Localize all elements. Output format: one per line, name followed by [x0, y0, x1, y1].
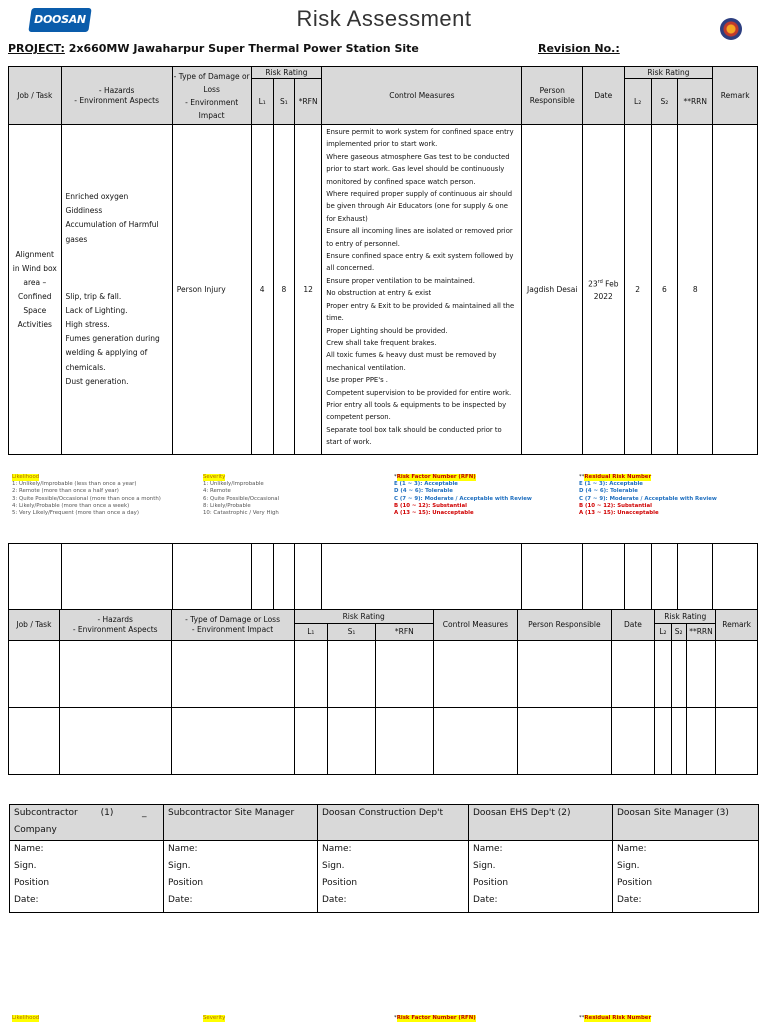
signoff-fields: [469, 841, 613, 913]
col-l2: L₂: [624, 79, 651, 125]
legend-item: C (7 ~ 9): Moderate / Acceptable with Review: [579, 495, 717, 502]
legend-item: A (13 ~ 15): Unacceptable: [394, 510, 474, 517]
footer-likelihood: [12, 1015, 39, 1022]
signoff-fields: [613, 841, 759, 913]
footer-rrn: [579, 1015, 651, 1022]
date-day: 23: [588, 279, 598, 289]
position-field-label: Position: [617, 878, 653, 888]
col-job-task: Job / Task: [9, 67, 62, 125]
col-s2: S₂: [651, 79, 677, 125]
col-rrn: **RRN: [686, 624, 715, 641]
cell-control-measures: Ensure permit to work system for confined space entry implemented prior to start work. Where gaseous atmosphere Gas test to be conducted prior to start work. Gas level should be continuously monitored by confined space watch person. Where required proper supply of continuous air should be given through Air Educators (one for supply & one for Exhaust) Ensure all incoming lines are isolated or removed prior to entry of personnel. Ensure confined space entry & exit system followed by all concerned. Ensure proper ventilation to be maintained. No obstruction at entry & exist Proper entry & Exit to be provided & maintained all the time. Proper Lighting should be provided. Crew shall take frequent brakes. All toxic fumes & heavy dust must be removed by mechanical ventilation. Use proper PPE's . Competent supervision to be provided for entire work. Prior entry all tools & equipments to be inspected by competent person. Separate tool box talk should be conducted prior to start of work.: [322, 125, 522, 455]
col-s1: S₁: [328, 624, 376, 641]
company-emblem-icon: [720, 18, 742, 40]
col-type-of-damage: - Type of Damage or Loss - Environment Impact: [171, 610, 294, 641]
col-hazards: - Hazards - Environment Aspects: [59, 610, 171, 641]
rfn-title: Risk Factor Number (RFN): [396, 474, 476, 480]
rrn-star: **: [579, 474, 585, 480]
table-row: [9, 125, 758, 455]
cell-rfn: 12: [295, 125, 322, 455]
col-risk-rating-2: Risk Rating: [624, 67, 713, 79]
revision-label: Revision No.:: [538, 42, 620, 55]
legend-item: D (4 ~ 6): Tolerable: [579, 488, 638, 495]
sign-field-label: Sign.: [617, 861, 640, 871]
likelihood-title: Likelihood: [12, 474, 40, 480]
name-field-label: Name:: [617, 844, 647, 854]
project-line: [8, 42, 419, 56]
date-field-label: Date:: [617, 895, 642, 905]
cell-hazards: Enriched oxygen Giddiness Accumulation of Harmful gases Slip, trip & fall. Lack of Lighting. High stress. Fumes generation during welding & applying of chemicals. Dust generation.: [61, 125, 172, 455]
col-l1: L₁: [251, 79, 273, 125]
col-s2: S₂: [671, 624, 686, 641]
col-risk-rating-2: Risk Rating: [655, 610, 716, 624]
legend-item: 8: Likely/Probable: [203, 502, 251, 509]
cell-l1: 4: [251, 125, 273, 455]
signoff-col-doosan-manager: Doosan Site Manager (3): [613, 805, 759, 841]
project-name: 2x660MW Jawaharpur Super Thermal Power Station Site: [68, 42, 419, 55]
rfn-star: *: [394, 474, 397, 480]
col-l1: L₁: [294, 624, 328, 641]
name-field-label: Name:: [473, 844, 503, 854]
col-hazards: - Hazards - Environment Aspects: [61, 67, 172, 125]
page-title: Risk Assessment: [296, 6, 472, 31]
signoff-fields: [10, 841, 164, 913]
legend-item: B (10 ~ 12): Substantial: [394, 502, 467, 509]
table-row: [9, 641, 758, 708]
footer-rrn-title: Residual Risk Number: [584, 1015, 652, 1021]
cell-remark: [713, 125, 758, 455]
legend-item: 1: Unlikely/Improbable (less than once a year): [12, 481, 137, 488]
position-field-label: Position: [322, 878, 358, 888]
legend-item: 1: Unlikely/Improbable: [203, 481, 264, 488]
col-type-of-damage: - Type of Damage or Loss - Environment Impact: [172, 67, 251, 125]
col-s1: S₁: [273, 79, 294, 125]
table-row: [9, 544, 758, 610]
footer-rfn: [394, 1015, 476, 1022]
legend-item: C (7 ~ 9): Moderate / Acceptable with Review: [394, 495, 532, 502]
rrn-legend: [579, 474, 759, 517]
footer-rfn-title: Risk Factor Number (RFN): [396, 1015, 476, 1021]
cell-person: Jagdish Desai: [522, 125, 583, 455]
col-date: Date: [611, 610, 655, 641]
date-rest: Feb 2022: [593, 279, 619, 302]
col-remark: Remark: [713, 67, 758, 125]
sign-field-label: Sign.: [14, 861, 37, 871]
name-field-label: Name:: [14, 844, 44, 854]
cell-s1: 8: [273, 125, 294, 455]
legend-item: 4: Likely/Probable (more than once a week): [12, 502, 130, 509]
legend-item: E (1 ~ 3): Acceptable: [394, 481, 458, 488]
date-field-label: Date:: [168, 895, 193, 905]
position-field-label: Position: [473, 878, 509, 888]
col-control-measures: Control Measures: [433, 610, 517, 641]
table-row: [9, 708, 758, 775]
logo-text: DOOSAN: [34, 13, 86, 26]
sign-field-label: Sign.: [322, 861, 345, 871]
signoff-col-site-manager: Subcontractor Site Manager: [164, 805, 318, 841]
date-field-label: Date:: [322, 895, 347, 905]
legend-item: E (1 ~ 3): Acceptable: [579, 481, 643, 488]
sign-field-label: Sign.: [473, 861, 496, 871]
col-risk-rating: Risk Rating: [251, 67, 322, 79]
signoff-fields: [318, 841, 469, 913]
col-remark: Remark: [716, 610, 758, 641]
signoff-col-subcontractor: Subcontractor (1) _ Company: [10, 805, 164, 841]
cell-type: Person Injury: [172, 125, 251, 455]
col-control-measures: Control Measures: [322, 67, 522, 125]
date-sup: rd: [597, 278, 603, 285]
position-field-label: Position: [14, 878, 50, 888]
col-rrn: **RRN: [678, 79, 713, 125]
rrn-title: Residual Risk Number: [584, 474, 652, 480]
footer-rfn-star: *: [394, 1015, 397, 1021]
legend-item: D (4 ~ 6): Tolerable: [394, 488, 453, 495]
risk-assessment-table: [8, 66, 758, 455]
signoff-col-ehs: Doosan EHS Dep't (2): [469, 805, 613, 841]
cell-rrn: 8: [678, 125, 713, 455]
date-field-label: Date:: [473, 895, 498, 905]
col-rfn: *RFN: [375, 624, 433, 641]
legend-item: 6: Quite Possible/Occasional: [203, 495, 280, 502]
likelihood-legend: [12, 474, 202, 517]
severity-legend: [203, 474, 353, 517]
risk-assessment-table-2: [8, 543, 758, 610]
signoff-fields: [164, 841, 318, 913]
signoff-col-construction: Doosan Construction Dep't: [318, 805, 469, 841]
col-date: Date: [583, 67, 624, 125]
footer-likelihood-title: Likelihood: [12, 1015, 40, 1021]
legend-item: 5: Very Likely/Frequent (more than once a day): [12, 510, 139, 517]
cell-date: [583, 125, 624, 455]
footer-severity-title: Severity: [203, 1015, 226, 1021]
position-field-label: Position: [168, 878, 204, 888]
legend-item: 3: Quite Possible/Occasional (more than once a month): [12, 495, 161, 502]
project-label: PROJECT:: [8, 42, 65, 55]
col-person-responsible: Person Responsible: [522, 67, 583, 125]
col-rfn: *RFN: [295, 79, 322, 125]
col-job-task: Job / Task: [9, 610, 60, 641]
col-l2: L₂: [655, 624, 671, 641]
sign-field-label: Sign.: [168, 861, 191, 871]
cell-job: Alignment in Wind box area – Confined Space Activities: [9, 125, 62, 455]
legend-item: 2: Remote (more than once a half year): [12, 488, 119, 495]
legend-item: A (13 ~ 15): Unacceptable: [579, 510, 659, 517]
footer-severity: [203, 1015, 225, 1022]
name-field-label: Name:: [322, 844, 352, 854]
cell-s2: 6: [651, 125, 677, 455]
legend-item: 4: Remote: [203, 488, 231, 495]
footer-rrn-star: **: [579, 1015, 585, 1021]
severity-title: Severity: [203, 474, 226, 480]
legend-item: 10: Catastrophic / Very High: [203, 510, 279, 517]
date-field-label: Date:: [14, 895, 39, 905]
col-person-responsible: Person Responsible: [518, 610, 611, 641]
cell-l2: 2: [624, 125, 651, 455]
rfn-legend: [394, 474, 574, 517]
col-risk-rating: Risk Rating: [294, 610, 433, 624]
name-field-label: Name:: [168, 844, 198, 854]
risk-assessment-table-3: [8, 609, 758, 775]
legend-item: B (10 ~ 12): Substantial: [579, 502, 652, 509]
signoff-table: [9, 804, 759, 913]
